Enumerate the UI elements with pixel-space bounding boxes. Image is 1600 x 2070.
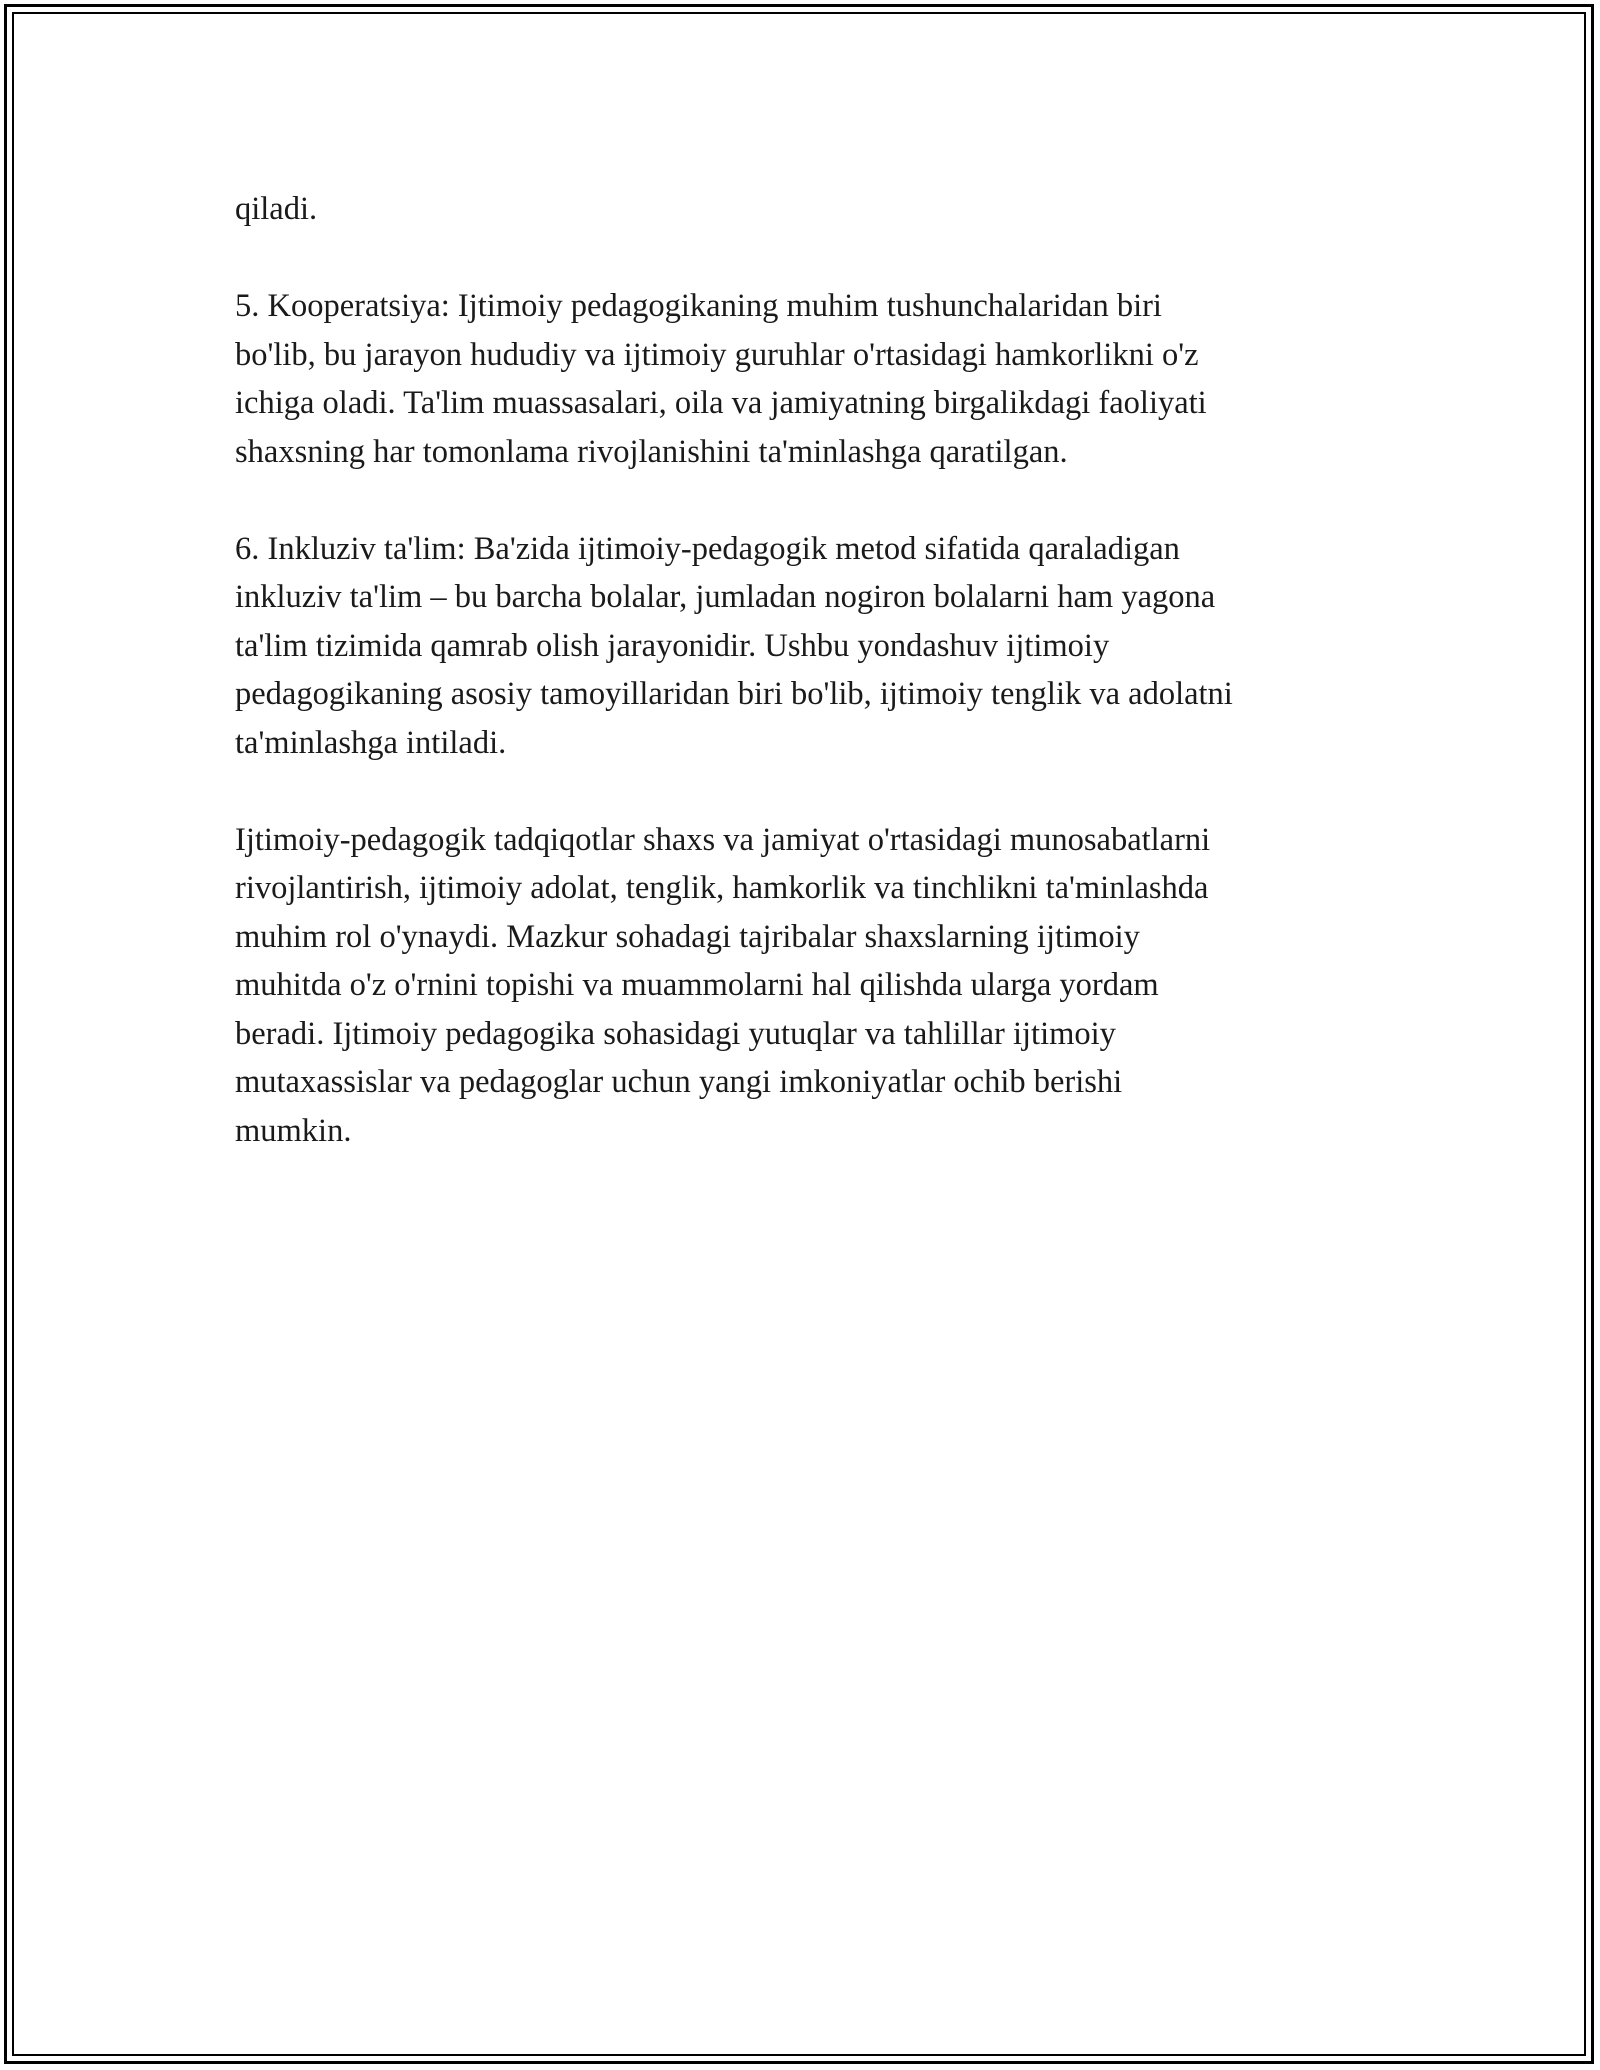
paragraph-kooperatsiya: 5. Kooperatsiya: Ijtimoiy pedagogikaning muhim tushunchalaridan biri bo'lib, bu jarayon hududiy va ijtimoiy guruhlar o'rtasidagi hamkorlikni o'z ichiga oladi. Ta'lim muassasalari, oila va jamiyatning birgalikdagi faoliyati shaxsning har tomonlama rivojlanishini ta'minlashga qaratilgan. — [235, 288, 1207, 470]
paragraph-inkluziv-talim: 6. Inkluziv ta'lim: Ba'zida ijtimoiy-pedagogik metod sifatida qaraladigan inkluziv ta'lim – bu barcha bolalar, jumladan nogiron bolalarni ham yagona ta'lim tizimida qamrab olish jarayonidir. Ushbu yondashuv ijtimoiy pedagogikaning asosiy tamoyillaridan biri bo'lib, ijtimoiy tenglik va adolatni ta'minlashga intiladi. — [235, 530, 1233, 761]
paragraph-continuation: qiladi. — [235, 191, 318, 227]
paragraph-conclusion: Ijtimoiy-pedagogik tadqiqotlar shaxs va jamiyat o'rtasidagi munosabatlarni rivojlantirish, ijtimoiy adolat, tenglik, hamkorlik va tinchlikni ta'minlashda muhim rol o'ynaydi. Mazkur sohadagi tajribalar shaxslarning ijtimoiy muhitda o'z o'rnini topishi va muammolarni hal qilishda ularga yordam beradi. Ijtimoiy pedagogika sohasidagi yutuqlar va tahlillar ijtimoiy mutaxassislar va pedagoglar uchun yangi imkoniyatlar ochib berishi mumkin. — [235, 821, 1211, 1149]
page-content — [235, 185, 1380, 1204]
